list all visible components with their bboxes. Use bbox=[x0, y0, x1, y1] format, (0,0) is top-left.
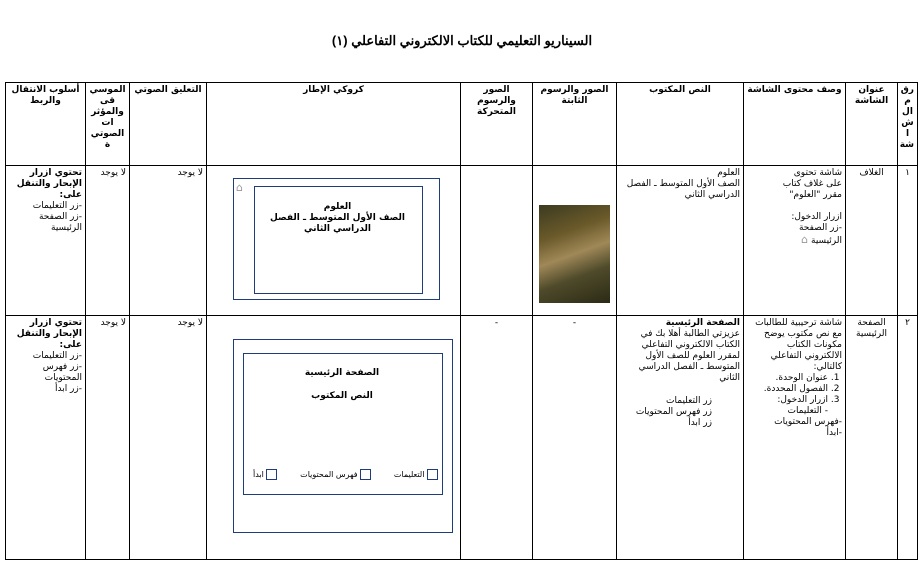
row2-frame-sketch bbox=[207, 316, 461, 560]
row2-num: ٢ bbox=[898, 316, 918, 560]
page-title: السيناريو التعليمي للكتاب الالكتروني التفاعلي (١) bbox=[331, 33, 593, 48]
header-moving-images: الصور والرسوم المتحركة bbox=[461, 83, 533, 166]
table-row bbox=[6, 166, 918, 316]
header-navigation: أسلوب الانتقال والربط bbox=[6, 83, 86, 166]
cover-photo bbox=[539, 205, 610, 303]
row1-music: لا يوجد bbox=[86, 166, 130, 316]
checkbox-icon bbox=[427, 469, 438, 480]
row1-num: ١ bbox=[898, 166, 918, 316]
home-icon: ⌂ bbox=[801, 233, 809, 246]
header-static-images: الصور والرسوم الثابتة bbox=[533, 83, 617, 166]
header-audio: التعليق الصوتي bbox=[130, 83, 207, 166]
home-icon: ⌂ bbox=[236, 181, 243, 194]
header-frame: كروكي الإطار bbox=[207, 83, 461, 166]
frame-title: العلوم bbox=[323, 202, 352, 212]
row2-navigation: تحتوي ازرار الإبحار والتنقل على: -زر التعليمات -زر فهرس المحتويات -زر ابدأ bbox=[6, 316, 86, 560]
header-screen-desc: وصف محتوى الشاشة bbox=[744, 83, 846, 166]
scenario-table bbox=[5, 82, 918, 560]
frame-buttons: التعليمات فهرس المحتويات ابدأ bbox=[253, 469, 438, 480]
row1-static-image bbox=[533, 166, 617, 316]
frame-title: الصفحة الرئيسية bbox=[304, 368, 380, 378]
checkbox-icon bbox=[266, 469, 277, 480]
header-screen-title: عنوان الشاشة bbox=[846, 83, 898, 166]
row2-moving: - bbox=[461, 316, 533, 560]
frame-subtitle: النص المكتوب bbox=[311, 391, 373, 401]
header-row bbox=[6, 83, 918, 166]
row2-audio: لا يوجد bbox=[130, 316, 207, 560]
row1-text: العلوم الصف الأول المتوسط ـ الفصل الدراسي الثاني bbox=[617, 166, 744, 316]
checkbox-icon bbox=[360, 469, 371, 480]
row2-static: - bbox=[533, 316, 617, 560]
row1-audio: لا يوجد bbox=[130, 166, 207, 316]
row1-navigation: تحتوي ازرار الإبحار والتنقل على: -زر التعليمات -زر الصفحة الرئيسية bbox=[6, 166, 86, 316]
row1-screen-title: الغلاف bbox=[846, 166, 898, 316]
row1-moving bbox=[461, 166, 533, 316]
header-num: رق م ال ش ا شة bbox=[898, 83, 918, 166]
row2-text: الصفحة الرئيسية عزيزتي الطالبة أهلا بك في الكتاب الالكتروني التفاعلي لمقرر العلوم للصف الأول المتوسط ـ الفصل الدراسي الثاني زر التعليمات زر فهرس المحتويات زر ابدأ bbox=[617, 316, 744, 560]
table-row bbox=[6, 316, 918, 560]
row2-music: لا يوجد bbox=[86, 316, 130, 560]
row2-desc: شاشة ترحيبية للطالبات مع نص مكتوب يوضح مكونات الكتاب الالكتروني التفاعلي كالتالي: 1. عنوان الوحدة. 2. الفصول المحددة. 3. ازرار الدخول: - التعليمات -فهرس المحتويات -ابدأ bbox=[744, 316, 846, 560]
header-text: النص المكتوب bbox=[617, 83, 744, 166]
header-music: الموسي قى والمؤثر ات الصوتي ة bbox=[86, 83, 130, 166]
row1-desc: شاشة تحتوى على غلاف كتاب مقرر "العلوم" ازرار الدخول: -زر الصفحة الرئيسية ⌂ bbox=[744, 166, 846, 316]
row1-frame-sketch bbox=[207, 166, 461, 316]
frame-subtitle: الصف الأول المتوسط ـ الفصل الدراسي الثاني bbox=[270, 213, 405, 234]
row2-screen-title: الصفحة الرئيسية bbox=[846, 316, 898, 560]
